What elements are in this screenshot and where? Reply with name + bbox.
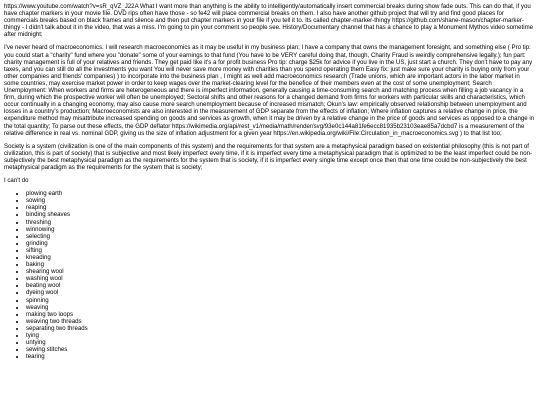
list-item: • beating wool <box>26 282 536 289</box>
list-item: • tying <box>26 332 536 339</box>
list-item: • weaving two threads <box>26 318 536 325</box>
activities-list <box>4 190 536 360</box>
paragraph-youtube-commercial-breaks: https://www.youtube.com/watch?v=sR_qVZ_J22A What I want more than anything is the ability to intelligently/automatically insert commercial breaks during show fade outs. This can do that, if you have chapter markers in your movie file. DVD rips often have those - so fe42 will place commercial breaks on them. I also have another github project that will try and find good places for commercials breaks based on black frames and silence and then put chapter markers in your file if you tell it to. Its called chapter-marker-thingy https://github.com/shane-mason/chapter-marker-thingy - I didn't talk about it in the video, that was a miss. I'm going to pin your comment so people see. History/Documentary channel that has a chance to play a Monument Mythos video sometime after midnight; <box>4 3 534 39</box>
list-item: • untying <box>26 339 536 346</box>
list-item: • reaping <box>26 204 536 211</box>
list-item: • sifting <box>26 247 536 254</box>
list-item: • kneading <box>26 254 536 261</box>
list-item: • tearing <box>26 353 536 360</box>
list-item: • grinding <box>26 240 536 247</box>
list-item: • plowing earth <box>26 190 536 197</box>
list-item: • weaving <box>26 304 536 311</box>
list-item: • spinning <box>26 297 536 304</box>
list-item: • winnowing <box>26 226 536 233</box>
list-item: • baking <box>26 261 536 268</box>
paragraph-macroeconomics: I've never heard of macroeconomics. I will research macroeconomics as it may be useful in my business plan; I have a company that owns the management foresight, and something else ( Pro tip: you could start a "charity" fund where you "donate" some of your earnings to that fund (You have to be VERY careful doing that, though, Charity Fraud is weirdly comprehensive legally.); fun part: charity management is full of your relatives and friends. They get paid like it's a for profit business Pro tip: charge $25k for advice if you live in the US, just start a church. They don't have to pay any taxes, and you can still do all the investments you want You will never save more money with charities than you spend operating them Easy fix: just make sure your charity is buying only from your other companies and friends' companies) ) to incorporate into the business plan , I might as well add macroeconomics research (Trade unions, which are important actors in the labor market in some countries, may exercise market power in order to keep wages over the market-clearing level for the benefice of their members even at the cost of some unemployment; Search Unemployment: When workers and firms are heterogeneous and there is imperfect information, generally causing a time-consuming search and matching process when filling a job vacancy in a firm, during which the prospective worker will often be unemployed; Sectoral shifts and other reasons for a changed demand from firms for workers with particular skills and characteristics, which occur continually in a changing economy, may also cause more search unemployment because of increased mismatch; Okun's law: empirically observed relationship between unemployment and losses in a country's production; Macroeconomists are also interested in the measurement of GDP separate from the effects of inflation; Where inflation captures a relative change in price, the expenditure method may misattribute increased spending on goods and services as growth, when it may be driven by a relative change in the price of goods and services as opposed to a change in the total quantity; To parse out these effects, the GDP deflator https://wikimedia.org/api/rest_v1/media/math/render/svg/93e0c144a81fe6ecc81935b23103eae85a7dcbd7 is a measurement of the relative difference in real vs. nominal GDP, giving us the size of inflation adjustment for a given year https://en.wikipedia.org/wiki/File:Circulation_in_macroeconomics.svg ) to that list too; <box>4 44 535 137</box>
list-item: • washing wool <box>26 275 536 282</box>
list-item: • making two loops <box>26 311 536 318</box>
paragraph-society-system: Society is a system (civilization is one of the main components of this system) and the requirements for that system are a metaphysical paradigm based on existential philosophy (this is not part of civilization, this is part of society) that is subjective and most likely imperfect every time, if it is imperfect every time a metaphysical paradigm that is optimized to be the least imperfect could be non-subjectively the best metaphysical paradigm as the requirements for the system that is society, if it is imperfect every single time except once then that one time could be non-subjectively the best metaphysical paradigm as the requirements for the system that is society; <box>4 142 533 171</box>
list-item: • separating two threads <box>26 325 536 332</box>
list-item: • sewing stitches <box>26 346 536 353</box>
list-item: • shearing wool <box>26 268 536 275</box>
list-item: • selecting <box>26 233 536 240</box>
list-item: • threshing <box>26 219 536 226</box>
list-item: • binding sheaves <box>26 211 536 218</box>
list-item: • dyeing wool <box>26 289 536 296</box>
paragraph-cant-do: I can't do <box>4 177 29 185</box>
list-item: • sowing <box>26 197 536 204</box>
